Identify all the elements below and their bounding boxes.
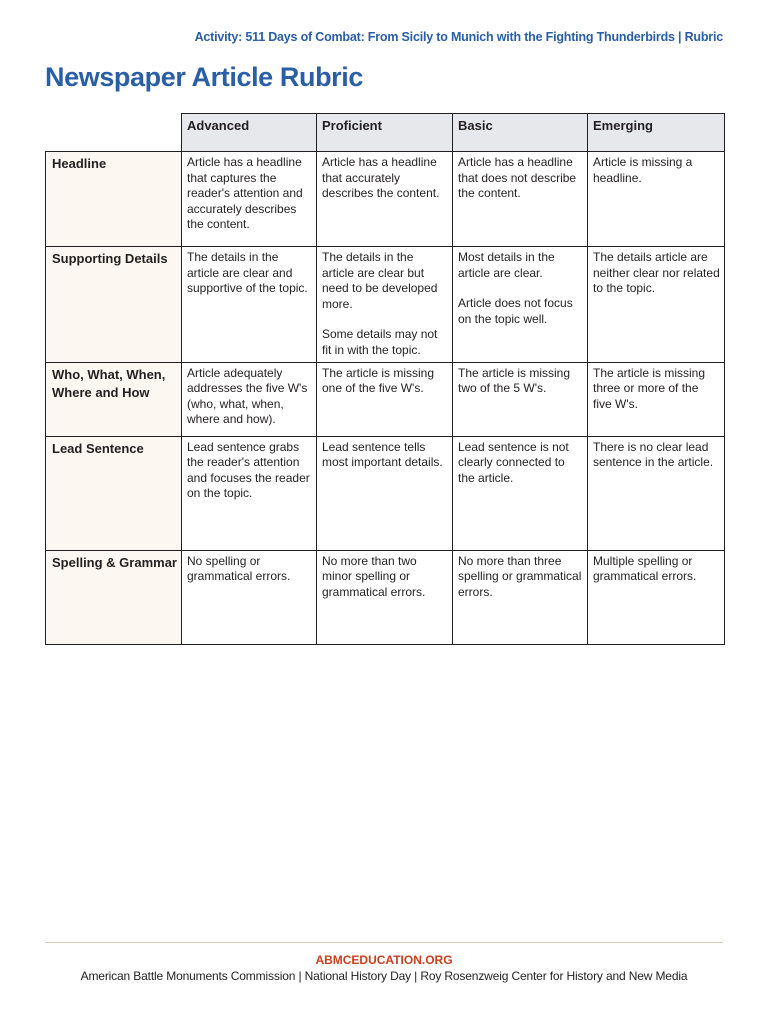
rubric-cell-text: Article has a headline that accurately describes the content. xyxy=(322,155,440,201)
criterion-label: Headline xyxy=(46,152,182,247)
rubric-header-row xyxy=(46,114,725,152)
rubric-row-spelling-grammar xyxy=(46,550,725,644)
rubric-cell-proficient xyxy=(317,436,453,550)
criterion-label: Who, What, When, Where and How xyxy=(46,362,182,436)
rubric-cell-basic xyxy=(453,550,588,644)
rubric-cell-text: Article has a headline that does not describe the content. xyxy=(458,155,577,201)
rubric-cell-basic xyxy=(453,362,588,436)
rubric-cell-emerging xyxy=(588,550,725,644)
rubric-cell-proficient xyxy=(317,152,453,247)
rubric-cell-proficient xyxy=(317,247,453,363)
rubric-cell-text: Lead sentence is not clearly connected to the article. xyxy=(458,439,569,485)
rubric-cell-text: No spelling or grammatical errors. xyxy=(187,553,291,584)
rubric-cell-text: The details in the article are clear but need to be developed more. xyxy=(322,250,438,311)
footer-website-link[interactable]: ABMCEDUCATION.ORG xyxy=(315,953,453,967)
rubric-cell-text: Lead sentence grabs the reader's attention and focuses the reader on the topic. xyxy=(187,439,310,501)
running-header: Activity: 511 Days of Combat: From Sicily to Munich with the Fighting Thunderbirds | Rubric xyxy=(194,30,723,44)
rubric-cell-emerging xyxy=(588,362,725,436)
rubric-cell-text: Article is missing a headline. xyxy=(593,155,693,185)
rubric-row-five-ws xyxy=(46,362,725,436)
footer-partners: American Battle Monuments Commission | National History Day | Roy Rosenzweig Center for History and New Media xyxy=(80,969,688,983)
rubric-cell-emerging xyxy=(588,152,725,247)
rubric-cell-emerging xyxy=(588,436,725,550)
rubric-cell-text: Most details in the article are clear. xyxy=(458,250,555,280)
rubric-table xyxy=(45,113,725,645)
rubric-cell-advanced xyxy=(182,362,317,436)
rubric-cell-text: Multiple spelling or grammatical errors. xyxy=(593,553,697,584)
level-header-emerging: Emerging xyxy=(588,114,725,152)
rubric-cell-text: Some details may not fit in with the topic. xyxy=(322,327,438,357)
rubric-cell-text: The article is missing three or more of the five W's. xyxy=(593,365,706,411)
rubric-cell-text: The article is missing one of the five W's. xyxy=(322,365,435,396)
rubric-cell-advanced xyxy=(182,247,317,363)
page-title: Newspaper Article Rubric xyxy=(45,62,363,92)
rubric-cell-basic xyxy=(453,152,588,247)
rubric-corner-cell xyxy=(46,114,182,152)
rubric-cell-text: The details article are neither clear nor related to the topic. xyxy=(593,250,720,296)
criterion-label: Supporting Details xyxy=(46,247,182,363)
rubric-cell-basic xyxy=(453,247,588,363)
rubric-cell-text: Article adequately addresses the five W's (who, what, when, where and how). xyxy=(187,365,308,427)
rubric-cell-emerging xyxy=(588,247,725,363)
rubric-cell-text: Article does not focus on the topic well. xyxy=(458,296,573,326)
rubric-row-lead-sentence xyxy=(46,436,725,550)
rubric-cell-advanced xyxy=(182,436,317,550)
rubric-cell-text: Lead sentence tells most important details. xyxy=(322,439,443,470)
rubric-cell-text: There is no clear lead sentence in the article. xyxy=(593,439,714,470)
rubric-cell-advanced xyxy=(182,152,317,247)
criterion-label: Lead Sentence xyxy=(46,436,182,550)
rubric-cell-advanced xyxy=(182,550,317,644)
rubric-cell-text: Article has a headline that captures the reader's attention and accurately describes the content. xyxy=(187,155,303,232)
rubric-row-headline xyxy=(46,152,725,247)
rubric-row-supporting-details xyxy=(46,247,725,363)
rubric-cell-text: No more than two minor spelling or grammatical errors. xyxy=(322,553,426,599)
footer-divider xyxy=(45,942,723,943)
level-header-proficient: Proficient xyxy=(317,114,453,152)
rubric-cell-basic xyxy=(453,436,588,550)
rubric-cell-proficient xyxy=(317,550,453,644)
rubric-cell-proficient xyxy=(317,362,453,436)
rubric-cell-text: The details in the article are clear and supportive of the topic. xyxy=(187,250,308,296)
rubric-cell-text: No more than three spelling or grammatical errors. xyxy=(458,553,582,599)
level-header-advanced: Advanced xyxy=(182,114,317,152)
criterion-label: Spelling & Grammar xyxy=(46,550,182,644)
level-header-basic: Basic xyxy=(453,114,588,152)
rubric-cell-text: The article is missing two of the 5 W's. xyxy=(458,365,571,396)
